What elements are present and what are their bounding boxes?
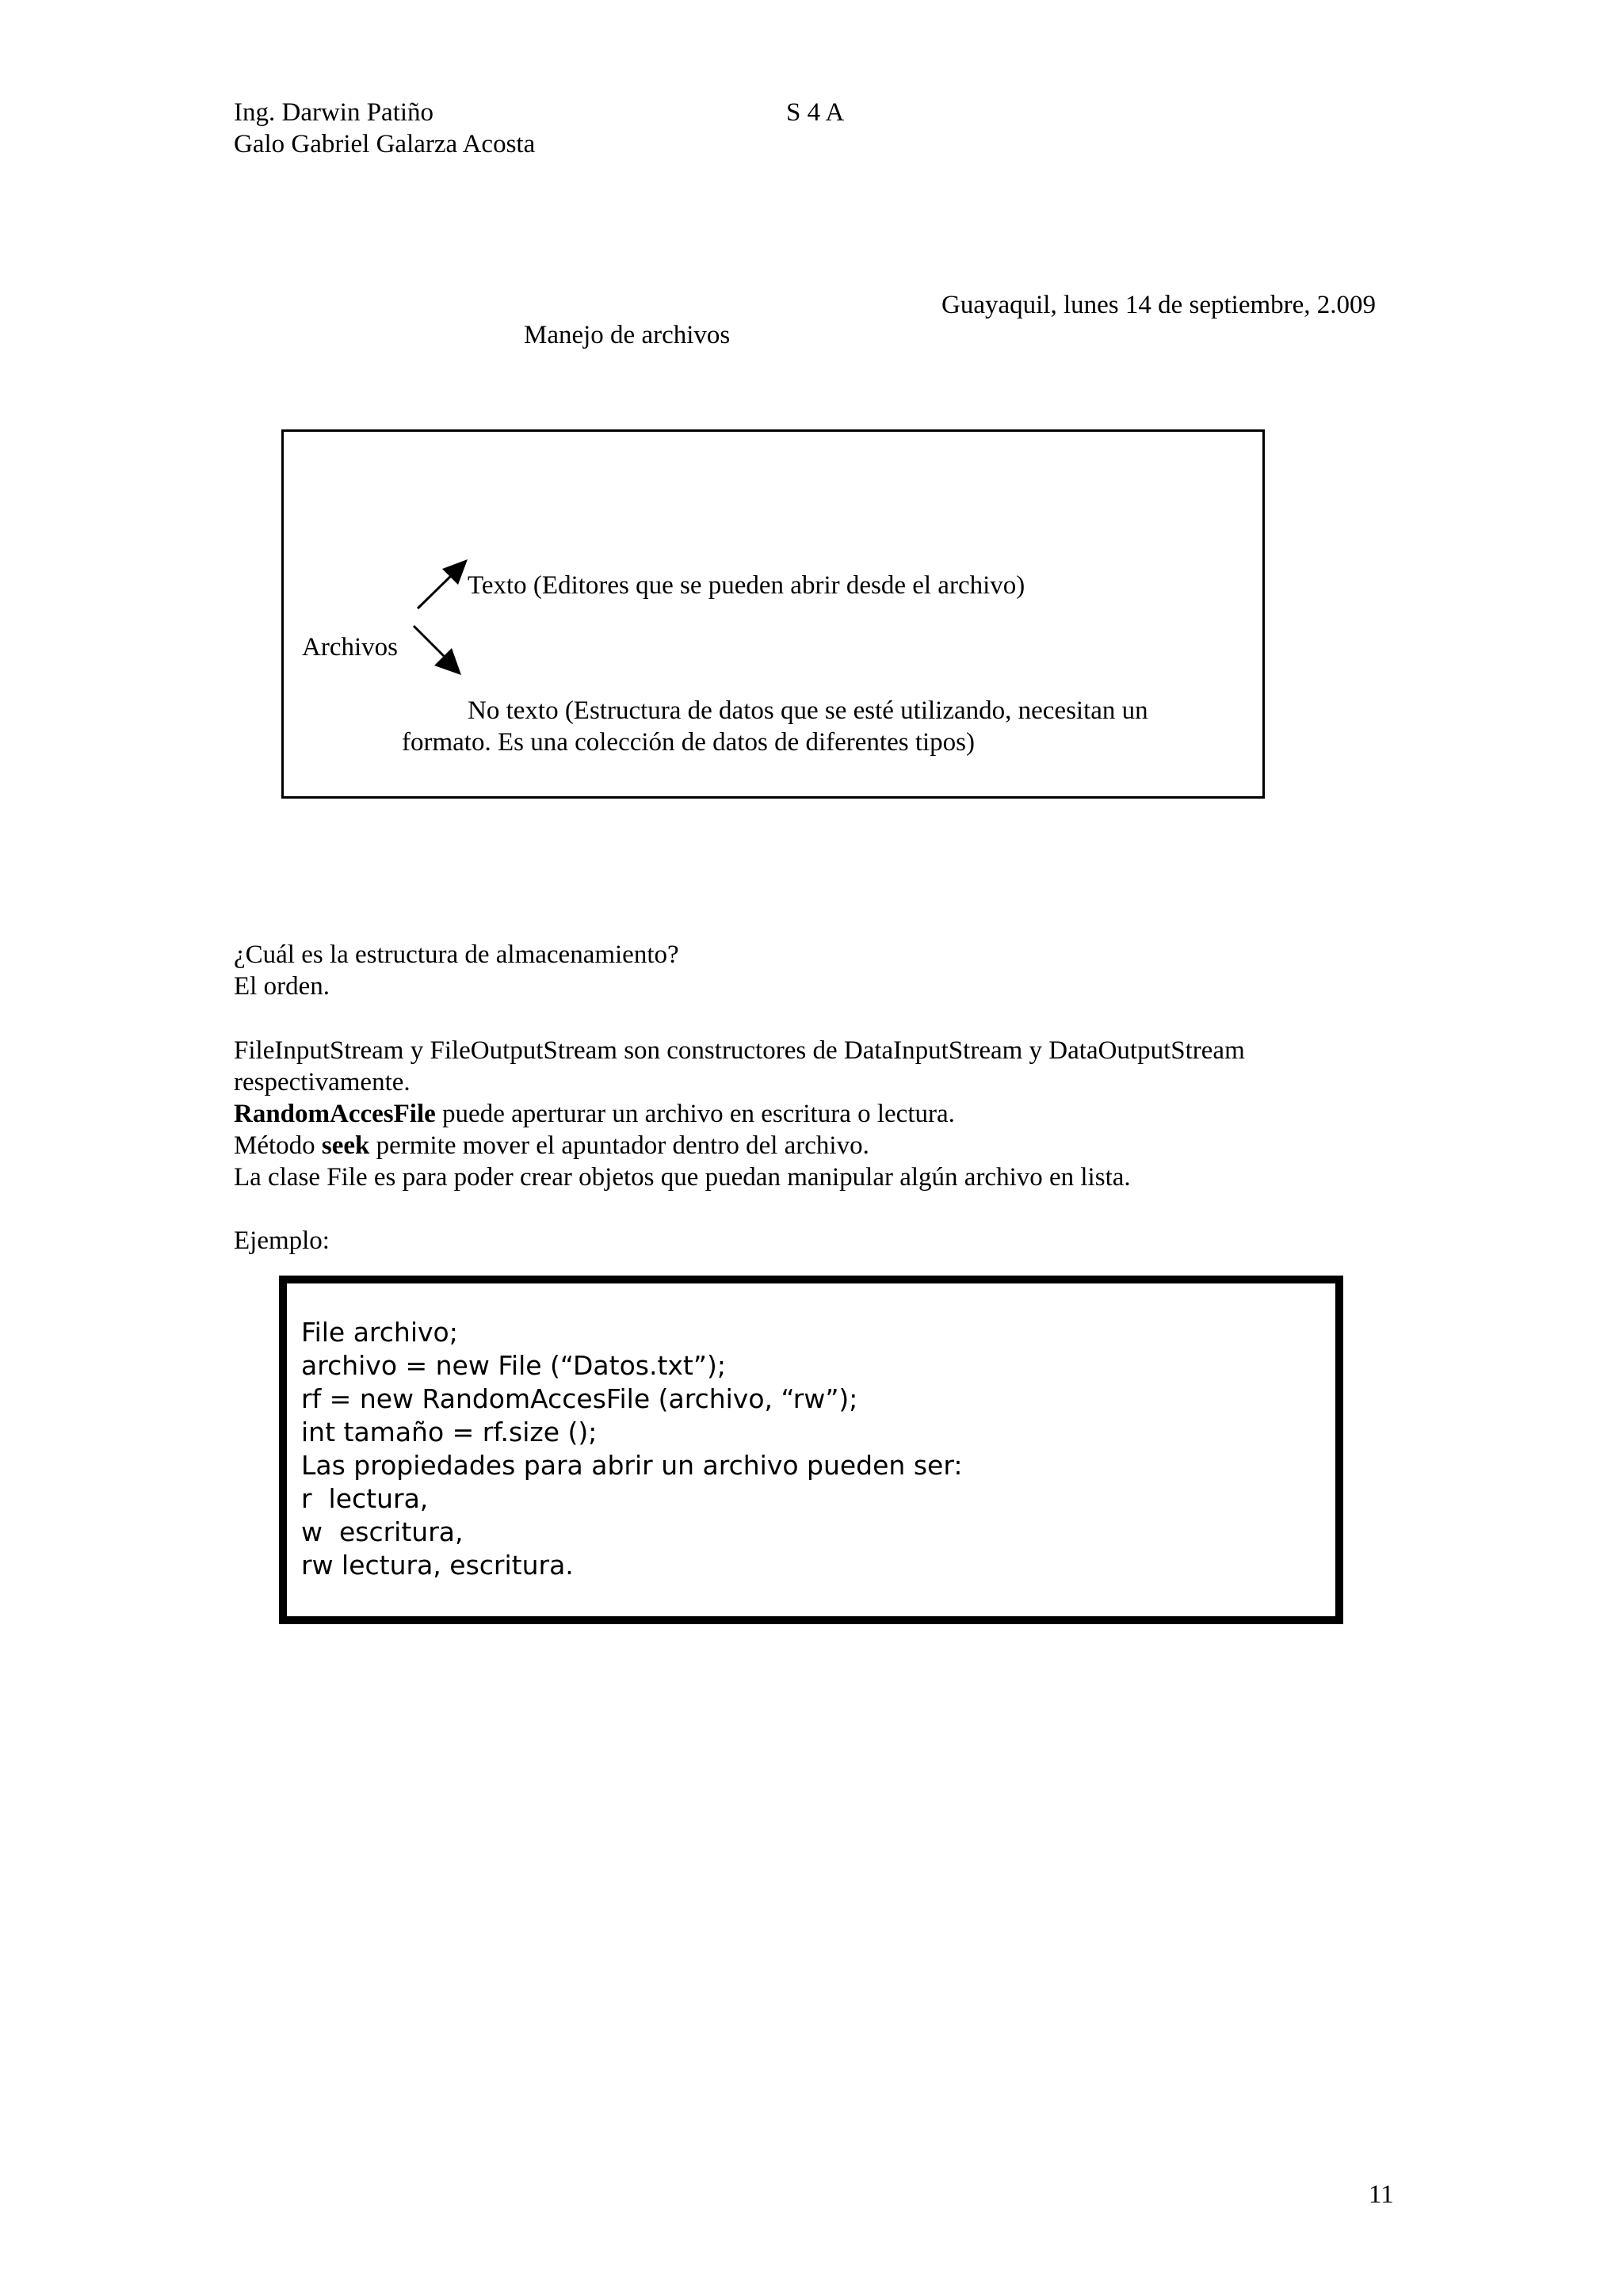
course-code: S 4 A (786, 98, 845, 127)
code-line: r lectura, (301, 1483, 429, 1514)
branch-no-text-line2: formato. Es una colección de datos de diferentes tipos) (402, 728, 976, 757)
paragraph-randomaccess (234, 1098, 955, 1130)
code-line: rw lectura, escritura. (301, 1550, 574, 1581)
code-line: int tamaño = rf.size (); (301, 1417, 598, 1447)
example-label: Ejemplo: (234, 1226, 330, 1255)
branch-text-label: Texto (Editores que se pueden abrir desde el archivo) (468, 571, 1025, 600)
paragraph-file-class: La clase File es para poder crear objetos que puedan manipular algún archivo en lista. (234, 1163, 1131, 1192)
date-line: Guayaquil, lunes 14 de septiembre, 2.009 (941, 291, 1377, 319)
paragraph-streams-line2: respectivamente. (234, 1068, 411, 1097)
randomaccess-term: RandomAccesFile (234, 1100, 436, 1128)
seek-term: seek (321, 1131, 370, 1160)
code-line: rf = new RandomAccesFile (archivo, “rw”); (301, 1383, 858, 1414)
paragraph-streams-line1: FileInputStream y FileOutputStream son constructores de DataInputStream y DataOutputStream (234, 1036, 1245, 1065)
instructor-name: Ing. Darwin Patiño (234, 98, 434, 127)
paragraph-seek (234, 1130, 869, 1161)
code-line: archivo = new File (“Datos.txt”); (301, 1350, 726, 1381)
page-number: 11 (1369, 2180, 1394, 2209)
document-title: Manejo de archivos (524, 321, 731, 349)
code-line: Las propiedades para abrir un archivo pueden ser: (301, 1450, 963, 1481)
seek-prefix: Método (234, 1131, 322, 1160)
question-line: ¿Cuál es la estructura de almacenamiento? (234, 940, 679, 969)
code-line: File archivo; (301, 1317, 458, 1348)
root-label: Archivos (302, 633, 398, 662)
code-line: w escritura, (301, 1516, 464, 1547)
branch-no-text-line1: No texto (Estructura de datos que se esté utilizando, necesitan un (468, 696, 1148, 725)
student-name: Galo Gabriel Galarza Acosta (234, 130, 536, 158)
randomaccess-desc: puede aperturar un archivo en escritura o lectura. (435, 1100, 955, 1128)
seek-desc: permite mover el apuntador dentro del archivo. (369, 1131, 869, 1160)
answer-line: El orden. (234, 972, 330, 1001)
